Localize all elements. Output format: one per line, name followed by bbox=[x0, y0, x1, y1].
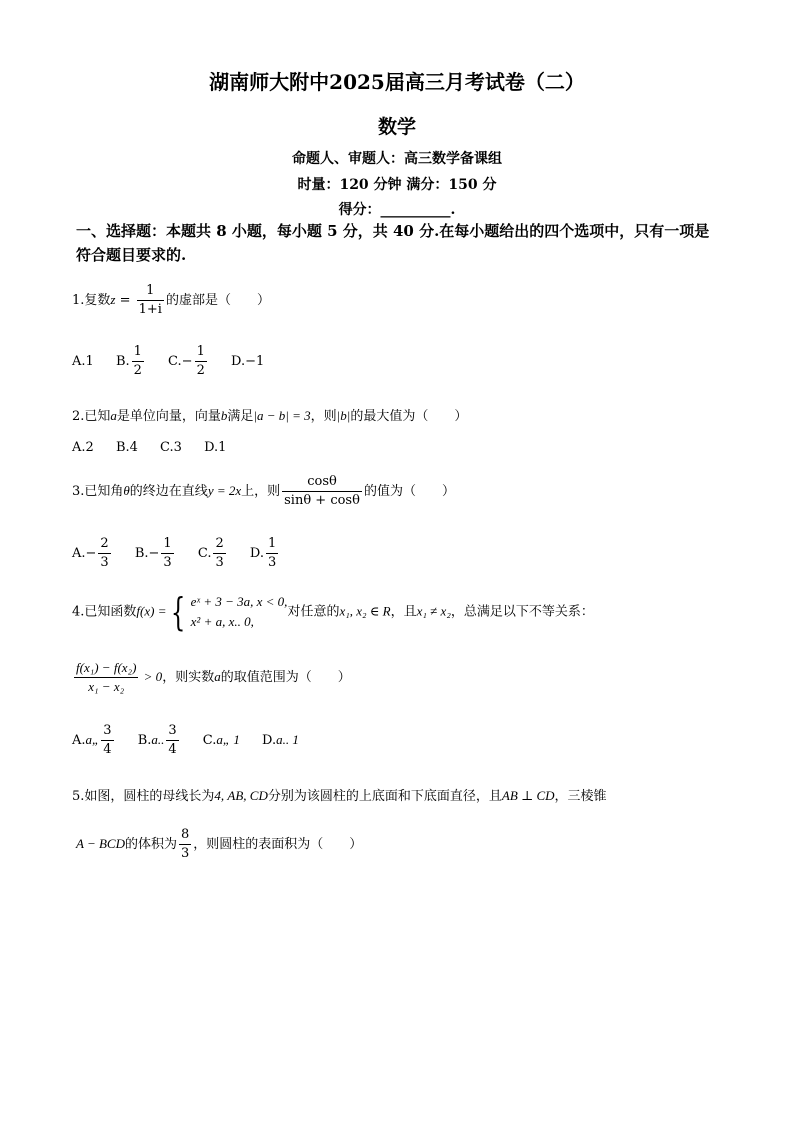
q2-text4: ，则 bbox=[310, 409, 337, 424]
q2-option-b: B.4 bbox=[115, 440, 138, 455]
score-blank-line: 得分：__________. bbox=[338, 202, 456, 218]
q1-options bbox=[72, 343, 282, 380]
q2-condition: |a − b| = 3 bbox=[253, 408, 311, 423]
q1-option-b: B. $\frac{1}{2}$ bbox=[115, 344, 142, 378]
q3-option-d: D. $\frac{1}{3}$ bbox=[249, 536, 277, 570]
q5-text3: ，三棱锥 bbox=[554, 789, 607, 804]
q4-option-d: D.a.. 1 bbox=[262, 732, 299, 748]
q2-option-a: A.2 bbox=[72, 440, 94, 455]
q2-option-c: C.3 bbox=[160, 440, 182, 455]
q4-options bbox=[72, 722, 317, 759]
q4-text3: ，且 bbox=[390, 604, 417, 620]
q5-perp: AB ⊥ CD bbox=[501, 788, 555, 803]
q2-text3: 满足 bbox=[227, 409, 254, 424]
q4-a: a bbox=[214, 669, 221, 684]
q1-option-c: C.− $\frac{1}{2}$ bbox=[168, 344, 205, 378]
q4-case1: eˣ + 3 − 3a, x < 0, bbox=[190, 594, 288, 609]
q2-text2: 是单位向量，向量 bbox=[116, 409, 221, 424]
q5-text5: ，则圆柱的表面积为（ ） bbox=[193, 837, 363, 852]
q3-text3: 上，则 bbox=[241, 484, 281, 499]
q3-option-a: A.− $\frac{2}{3}$ bbox=[72, 536, 109, 570]
authors-line: 命题人、审题人：高三数学备课组 bbox=[292, 151, 502, 167]
q2-vec-a: a bbox=[110, 408, 117, 423]
q3-option-b: B.− $\frac{1}{3}$ bbox=[134, 536, 172, 570]
q4-cases bbox=[191, 592, 288, 632]
q2-options bbox=[72, 440, 244, 455]
q4-gt: > 0 bbox=[140, 669, 163, 684]
q4-option-c: C.a„ 1 bbox=[202, 732, 240, 748]
q4-option-b: B.a.. $\frac{3}{4}$ bbox=[137, 723, 177, 757]
question-3 bbox=[72, 473, 455, 510]
q3-text4: 的值为（ ） bbox=[363, 484, 455, 499]
q5-segments: 4, AB, CD bbox=[214, 788, 268, 803]
q5-volume-fraction: $\frac{8}{3}$ bbox=[181, 827, 190, 861]
q1-eq: = bbox=[115, 293, 135, 308]
q3-text2: 的终边在直线 bbox=[129, 484, 208, 499]
section-heading: 一、选择题：本题共 8 小题，每小题 5 分，共 40 分.在每小题给出的四个选项中，只有一项是符合题目要求的. bbox=[76, 222, 710, 264]
q1-suffix: 的虚部是（ ） bbox=[165, 293, 270, 308]
subject-title: 数学 bbox=[377, 116, 416, 138]
q4-condition-line bbox=[72, 659, 351, 696]
q4-text4: ，总满足以下不等关系： bbox=[450, 604, 594, 620]
q4-text2: 对任意的 bbox=[287, 604, 340, 620]
q4-vars: x₁, x₂ ∈ R bbox=[339, 603, 391, 619]
q3-fraction: $\frac{\cos\theta}{\sin\theta + \cos\theta}$ bbox=[284, 474, 360, 508]
q4-case2: x² + a, x.. 0, bbox=[190, 614, 254, 629]
q2-option-d: D.1 bbox=[204, 440, 227, 455]
q2-abs-b: |b| bbox=[336, 408, 351, 423]
q1-prefix: 1.复数 bbox=[72, 293, 111, 308]
question-1 bbox=[72, 282, 270, 319]
q4-difference-fraction: $\frac{\text{f(x₁) − f(x₂)}}{\text{x₁ − x₂}}$ bbox=[76, 660, 137, 694]
q1-fraction bbox=[137, 282, 164, 319]
q3-option-c: C. $\frac{2}{3}$ bbox=[197, 536, 224, 570]
q4-brace: { bbox=[171, 590, 186, 634]
q5-text2: 分别为该圆柱的上底面和下底面直径，且 bbox=[267, 789, 502, 804]
q5-text1: 5.如图，圆柱的母线长为 bbox=[72, 789, 215, 804]
q1-den: 1+i bbox=[138, 302, 162, 317]
exam-title: 湖南师大附中2025届高三月考试卷（二） bbox=[209, 70, 585, 94]
question-4 bbox=[72, 592, 594, 632]
q4-option-a: A.a„ $\frac{3}{4}$ bbox=[72, 723, 112, 757]
q4-neq: x₁ ≠ x₂ bbox=[416, 603, 451, 619]
q1-option-a: A.1 bbox=[72, 354, 94, 369]
q3-text1: 3.已知角 bbox=[72, 484, 124, 499]
q5-line2 bbox=[76, 826, 362, 863]
q4-text6: 的取值范围为（ ） bbox=[220, 670, 351, 685]
q4-text5: ，则实数 bbox=[162, 670, 215, 685]
q4-text1: 4.已知函数 bbox=[72, 604, 137, 620]
q2-text5: 的最大值为（ ） bbox=[350, 409, 468, 424]
time-score-line: 时量：120 分钟 满分：150 分 bbox=[297, 177, 497, 193]
q1-var: z bbox=[110, 292, 116, 307]
q3-options bbox=[72, 535, 298, 572]
q3-line: y = 2x bbox=[207, 483, 242, 498]
q3-theta: θ bbox=[123, 483, 130, 498]
q4-fx: f(x) = bbox=[136, 603, 167, 619]
question-5 bbox=[72, 785, 607, 804]
q5-text4: 的体积为 bbox=[124, 837, 177, 852]
q2-vec-b: b bbox=[220, 408, 228, 423]
q2-text1: 2.已知 bbox=[72, 409, 111, 424]
question-2 bbox=[72, 405, 467, 424]
q1-option-d: D.−1 bbox=[230, 354, 265, 369]
q1-num: 1 bbox=[137, 282, 164, 301]
q5-pyramid: A − BCD bbox=[76, 836, 125, 851]
